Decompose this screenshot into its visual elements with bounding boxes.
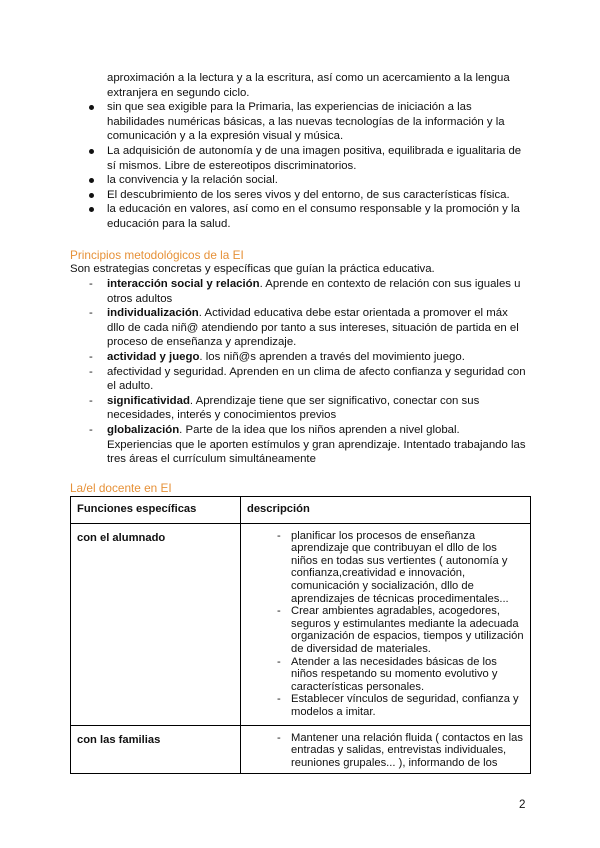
page-number: 2: [519, 798, 526, 811]
list-item: la convivencia y la relación social.: [86, 173, 531, 188]
list-item: [86, 423, 526, 467]
role-cell: con el alumnado: [71, 523, 241, 725]
principio-text: afectividad y seguridad. Aprenden en un clima de afecto confianza y seguridad con el adulto.: [107, 365, 526, 393]
principios-heading: Principios metodológicos de la EI: [70, 248, 244, 262]
list-item: [86, 350, 526, 365]
top-bullet-list: [86, 71, 531, 232]
list-item: la educación en valores, así como en el consumo responsable y la promoción y la educación para la salud.: [86, 202, 531, 231]
column-header: Funciones específicas: [71, 497, 241, 524]
principio-text: . Aprende en contexto de relación con sus iguales u otros adultos: [107, 278, 521, 305]
role-cell: con las familias: [71, 725, 241, 774]
column-header: descripción: [241, 497, 531, 524]
principio-term: individualización: [107, 307, 199, 320]
principio-text: . Actividad educativa debe estar orientada a promover el máx dllo de cada niñ@ atendiendo por tanto a sus intereses, situación de partida en el proceso de enseñanza y aprendizaje.: [107, 307, 519, 349]
list-item: El descubrimiento de los seres vivos y del entorno, de sus características física.: [86, 188, 531, 203]
principio-text: . Parte de la idea que los niños aprenden a nivel global. Experiencias que le aporten estímulos y gran aprendizaje. Intentado trabajando las tres áreas el currículum simultáneamente: [107, 423, 526, 466]
list-item: [86, 306, 526, 350]
principio-term: interacción social y relación: [107, 278, 260, 290]
principios-intro: Son estrategias concretas y específicas que guían la práctica educativa.: [70, 263, 435, 275]
description-item: - Establecer vínculos de seguridad, confianza y modelos a imitar.: [277, 693, 524, 718]
principio-text: . los niñ@s aprenden a través del movimiento juego.: [199, 350, 465, 363]
list-item: [86, 394, 526, 423]
principio-term: globalización: [107, 423, 180, 436]
principio-text: . Aprendizaje tiene que ser significativo, conectar con sus necesidades, interés y conocimientos previos: [107, 394, 480, 422]
description-cell: [241, 725, 531, 774]
table-header-row: [71, 497, 531, 524]
docente-heading: La/el docente en EI: [70, 481, 172, 495]
description-item: - Mantener una relación fluida ( contactos en las entradas y salidas, entrevistas individuales, reuniones grupales... ), informando de los: [277, 732, 524, 770]
description-item: - Atender a las necesidades básicas de los niños respetando su momento evolutivo y características personales.: [277, 656, 524, 694]
docente-table: [70, 496, 531, 774]
list-item: La adquisición de autonomía y de una imagen positiva, equilibrada e igualitaria de sí mismos. Libre de estereotipos discriminatorios.: [86, 144, 531, 173]
list-item: [86, 277, 526, 306]
principios-list: [86, 277, 526, 467]
description-item: - planificar los procesos de enseñanza aprendizaje que contribuyan el dllo de los niños en todas sus vertientes ( autonomía y confianza,creatividad e innovación, comunicación y socialización, dllo de aprendizajes de técnicas procedimentales...: [277, 530, 524, 606]
description-cell: [241, 523, 531, 725]
list-item: sin que sea exigible para la Primaria, las experiencias de iniciación a las habilidades numéricas básicas, a las nuevas tecnologías de la información y la comunicación y a la expresión visual y música.: [86, 100, 531, 144]
principio-term: significatividad: [107, 394, 190, 407]
principio-term: actividad y juego: [107, 350, 200, 363]
list-item: [86, 365, 526, 394]
table-row: [71, 523, 531, 725]
table-row: [71, 725, 531, 774]
list-continuation: aproximación a la lectura y a la escritura, así como un acercamiento a la lengua extranjera en segundo ciclo.: [107, 72, 510, 99]
description-item: - Crear ambientes agradables, acogedores, seguros y estimulantes mediante la adecuada organización de espacios, tiempos y utilización de diversidad de materiales.: [277, 605, 524, 655]
